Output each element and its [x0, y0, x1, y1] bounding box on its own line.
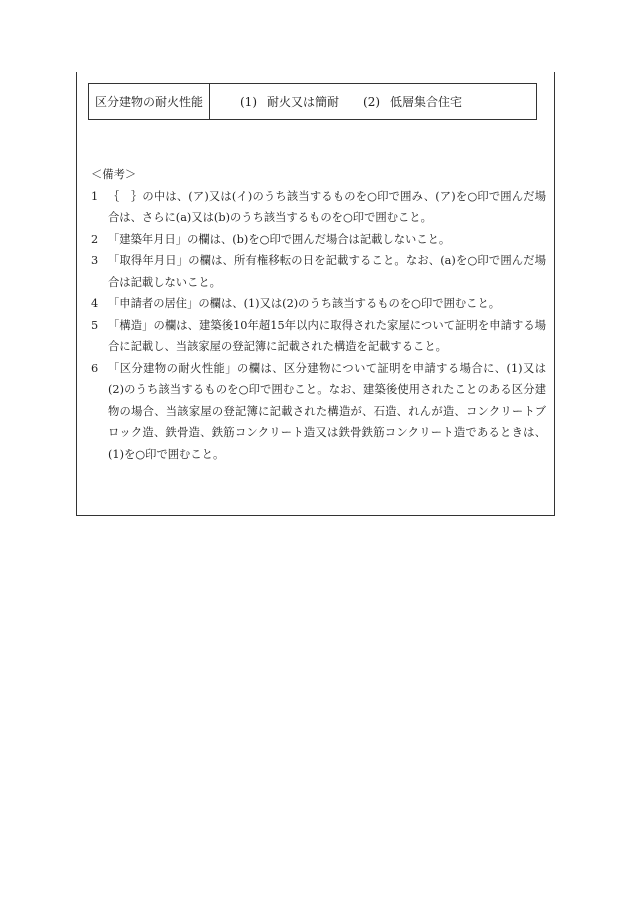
remark-note — [91, 250, 546, 293]
remark-note — [91, 186, 546, 229]
remark-note — [91, 293, 546, 315]
remark-text: 「取得年月日」の欄は、所有権移転の日を記載すること。なお、(a)を○印で囲んだ場合は記載しないこと。 — [108, 254, 546, 289]
remark-note — [91, 358, 546, 466]
remarks-section — [91, 164, 546, 465]
remark-text: 「建築年月日」の欄は、(b)を○印で囲んだ場合は記載しないこと。 — [108, 232, 451, 246]
fire-resistance-label: 区分建物の耐火性能 — [89, 84, 210, 119]
remark-text: ｛ ｝の中は、(ア)又は(イ)のうち該当するものを○印で囲み、(ア)を○印で囲んだ場合は、さらに(a)又は(b)のうち該当するものを○印で囲むこと。 — [108, 189, 546, 224]
remark-text: 「区分建物の耐火性能」の欄は、区分建物について証明を申請する場合に、(1)又は(2)のうち該当するものを○印で囲むこと。なお、建築後使用されたことのある区分建物の場合、当該家屋の登記簿に記載された構造が、石造、れんが造、コンクリートブロック造、鉄骨造、鉄筋コンクリート造又は鉄骨鉄筋コンクリート造であるときは、(1)を○印で囲むこと。 — [108, 361, 546, 461]
remark-number: 4 — [91, 297, 99, 310]
certificate-form-frame — [76, 72, 555, 516]
remark-text: 「申請者の居住」の欄は、(1)又は(2)のうち該当するものを○印で囲むこと。 — [108, 297, 501, 310]
fire-resistance-option-1: (1) 耐火又は簡耐 — [240, 95, 340, 109]
remark-number: 1 — [91, 189, 99, 203]
remark-number: 3 — [91, 254, 99, 267]
remark-note — [91, 315, 546, 358]
fire-resistance-option-2: (2) 低層集合住宅 — [363, 95, 463, 109]
fire-resistance-row — [88, 83, 537, 120]
remark-text: 「構造」の欄は、建築後10年超15年以内に取得された家屋について証明を申請する場合に記載し、当該家屋の登記簿に記載された構造を記載すること。 — [108, 318, 546, 353]
remarks-title: ＜備考＞ — [91, 168, 137, 181]
remark-number: 6 — [91, 361, 99, 375]
remark-number: 5 — [91, 318, 99, 332]
remark-note — [91, 229, 546, 251]
fire-resistance-options — [210, 84, 536, 119]
remark-number: 2 — [91, 232, 99, 246]
